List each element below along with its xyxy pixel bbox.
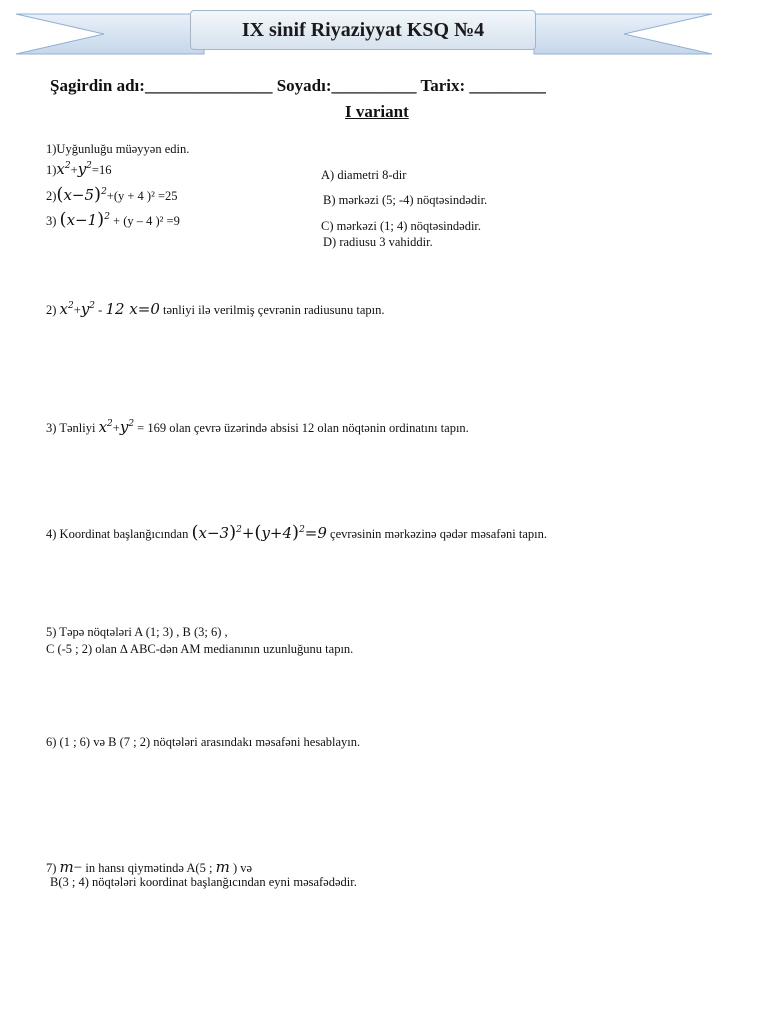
q7-line-2: B(3 ; 4) nöqtələri koordinat başlanğıcından eyni məsafədədir. <box>50 875 357 889</box>
student-info-line <box>50 76 546 96</box>
q1-option-c: C) mərkəzi (1; 4) nöqtəsindədir. <box>321 219 482 233</box>
q3: 3) Tənliyi $x^2+y^2 = 169$ olan çevrə üzərində absisi 12 olan nöqtənin ordinatını tapın. <box>46 418 469 436</box>
q4: 4) Koordinat başlanğıcından $(x-3)^2+(y+4)^2=9$ çevrəsinin mərkəzinə qədər məsafəni tapın. <box>46 522 547 543</box>
name-blank[interactable]: _______________ <box>144 76 273 95</box>
q1-item-3: 3) $(x-1)^2 + (y - 4$ )² =9 <box>46 209 180 230</box>
q1-option-d: D) radiusu 3 vahiddir. <box>323 235 433 249</box>
variant-title: I variant <box>345 102 409 121</box>
surname-blank[interactable]: __________ <box>331 76 417 95</box>
worksheet-title: IX sinif Riyaziyyat KSQ №4 <box>241 18 485 41</box>
triangle-icon: ∆ <box>119 642 128 656</box>
date-label: Tarix: <box>420 76 466 95</box>
q6: 6) (1 ; 6) və B (7 ; 2) nöqtələri arasındakı məsafəni hesablayın. <box>46 735 361 749</box>
q1-option-a: A) diametri 8-dir <box>321 168 407 182</box>
title-box <box>190 10 536 50</box>
q1-prompt: 1)Uyğunluğu müəyyən edin. <box>46 142 190 156</box>
q5-line-2: C (-5 ; 2) olan ∆ ABC-dən AM medianının uzunluğunu tapın. <box>46 642 354 656</box>
q1-option-b: B) mərkəzi (5; -4) nöqtəsindədir. <box>323 193 488 207</box>
surname-label: Soyadı: <box>276 76 332 95</box>
name-label: Şagirdin adı: <box>50 76 145 95</box>
q1-item-2: $2)(x-5)^2+(y + 4$ )² =25 <box>46 184 178 205</box>
q1-item-1: $1)x^2+y^2=16$ <box>46 160 112 178</box>
date-blank[interactable]: _________ <box>469 76 546 95</box>
q7-line-1: 7) m− in hansı qiymətində A(5 ; m ) və <box>46 858 253 876</box>
q5-line-1: 5) Təpə nöqtələri A (1; 3) , B (3; 6) , <box>46 625 228 639</box>
q2: 2) $x^2+y^2 - 12$ x=0 tənliyi ilə verilmiş çevrənin radiusunu tapın. <box>46 300 385 318</box>
